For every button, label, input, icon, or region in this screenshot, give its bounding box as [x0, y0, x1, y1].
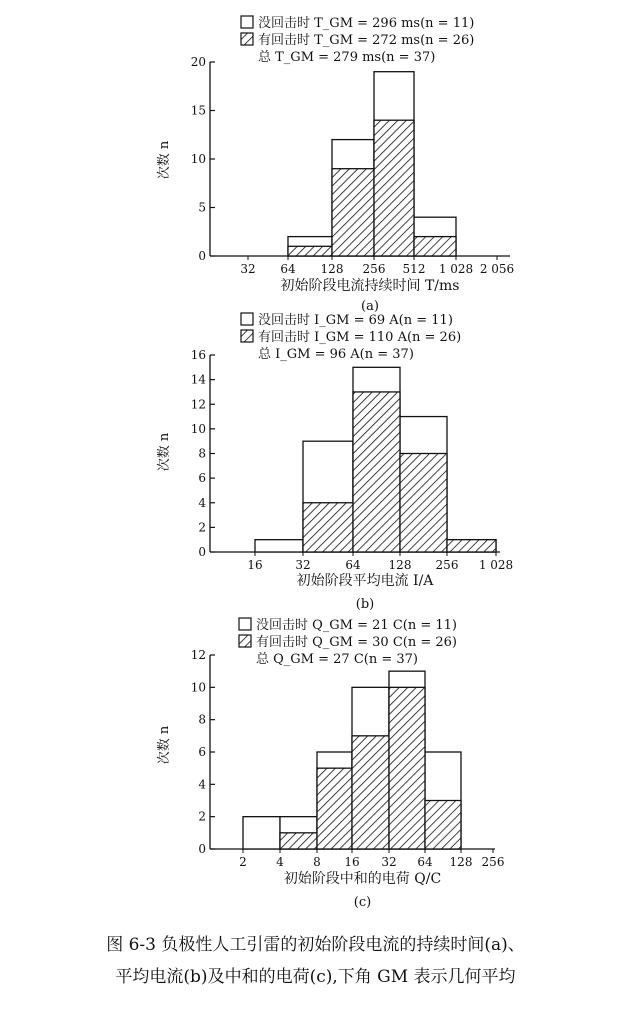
chart-a-x-tick-label-6: 2 056: [479, 262, 515, 276]
chart-b-bar-hatched-1: [303, 503, 353, 552]
chart-a-x-tick-label-0: 32: [240, 262, 256, 276]
chart-a-duration: [156, 15, 514, 314]
chart-c-x-tick-label-3: 16: [344, 855, 360, 869]
chart-c-y-tick-label-0: 0: [198, 842, 206, 856]
chart-b-bar-total-0: [255, 540, 303, 552]
chart-c-y-tick-label-5: 10: [190, 680, 206, 695]
chart-a-y-tick-label-1: 5: [198, 200, 206, 215]
chart-b-y-tick-label-7: 14: [190, 372, 206, 387]
chart-c-bar-total-0: [243, 817, 280, 849]
chart-b-x-tick-label-3: 128: [388, 558, 412, 572]
chart-b-y-tick-label-0: 0: [198, 545, 206, 559]
chart-a-x-tick-label-4: 512: [402, 262, 426, 276]
chart-c-x-tick-label-7: 256: [481, 855, 505, 869]
chart-c-x-tick-label-4: 32: [381, 855, 397, 869]
chart-c-legend-entry-1: 有回击时 Q_GM = 30 C(n = 26): [256, 635, 457, 650]
chart-c-charge: [156, 617, 504, 910]
chart-a-x-tick-label-2: 128: [320, 262, 344, 276]
chart-a-bar-hatched-2: [332, 169, 374, 256]
chart-a-legend-entry-1: 有回击时 T_GM = 272 ms(n = 26): [258, 33, 475, 48]
chart-a-x-axis-label: 初始阶段电流持续时间 T/ms: [280, 278, 460, 294]
chart-b-x-tick-label-4: 256: [435, 558, 459, 572]
chart-a-y-tick-label-2: 10: [190, 152, 206, 166]
chart-b-legend-box-open-icon: [241, 313, 253, 325]
chart-c-bar-hatched-5: [425, 801, 461, 850]
chart-c-x-tick-label-1: 4: [276, 855, 284, 869]
chart-a-y-axis-label: 次数 n: [157, 140, 172, 180]
chart-a-legend-entry-2: 总 T_GM = 279 ms(n = 37): [258, 50, 436, 65]
chart-a-legend-box-open-icon: [241, 16, 253, 28]
chart-a-legend-box-hatched-icon: [241, 33, 253, 45]
chart-a-x-tick-label-5: 1 028: [438, 262, 474, 276]
chart-c-y-tick-label-4: 8: [198, 712, 206, 727]
chart-c-bar-hatched-2: [317, 768, 352, 849]
chart-a-y-tick-label-3: 15: [190, 103, 206, 118]
chart-b-y-tick-label-8: 16: [190, 348, 206, 362]
chart-a-bar-hatched-3: [374, 120, 414, 256]
chart-a-legend-entry-0: 没回击时 T_GM = 296 ms(n = 11): [258, 16, 475, 31]
chart-b-y-axis-label: 次数 n: [157, 432, 172, 472]
chart-b-y-tick-label-1: 2: [198, 520, 206, 535]
chart-b-x-axis-label: 初始阶段平均电流 I/A: [296, 573, 434, 589]
chart-b-legend-entry-2: 总 I_GM = 96 A(n = 37): [258, 347, 414, 362]
chart-c-legend-box-open-icon: [239, 618, 251, 630]
chart-b-mean-current: [156, 312, 513, 612]
chart-a-bar-hatched-1: [288, 246, 332, 256]
chart-b-y-tick-label-4: 8: [198, 446, 206, 461]
chart-b-y-tick-label-3: 6: [198, 471, 206, 486]
chart-a-panel-label: (a): [361, 299, 379, 314]
chart-b-bar-hatched-3: [400, 454, 447, 553]
chart-c-x-tick-label-0: 2: [239, 855, 247, 869]
chart-b-y-tick-label-2: 4: [198, 495, 206, 510]
chart-c-bar-hatched-4: [389, 687, 425, 849]
chart-a-y-tick-label-0: 0: [198, 249, 206, 263]
chart-c-x-tick-label-6: 128: [449, 855, 473, 869]
figure-caption-line1: 图 6-3 负极性人工引雷的初始阶段电流的持续时间(a)、: [106, 935, 525, 955]
chart-a-x-tick-label-3: 256: [362, 262, 386, 276]
chart-b-x-tick-label-5: 1 028: [478, 558, 514, 572]
chart-b-panel-label: (b): [355, 597, 375, 612]
chart-c-legend-entry-0: 没回击时 Q_GM = 21 C(n = 11): [256, 618, 457, 633]
chart-a-x-tick-label-1: 64: [280, 262, 296, 276]
chart-b-x-tick-label-1: 32: [295, 558, 311, 572]
chart-b-legend-box-hatched-icon: [241, 330, 253, 342]
chart-c-y-tick-label-1: 2: [198, 809, 206, 824]
chart-b-x-tick-label-2: 64: [345, 558, 361, 572]
chart-b-bar-hatched-2: [353, 392, 400, 552]
chart-b-y-tick-label-5: 10: [190, 421, 206, 436]
chart-c-y-tick-label-2: 4: [198, 777, 206, 792]
chart-c-y-tick-label-3: 6: [198, 745, 206, 759]
chart-c-bar-hatched-1: [280, 833, 317, 849]
chart-c-y-axis-label: 次数 n: [157, 725, 172, 765]
chart-c-y-tick-label-6: 12: [190, 648, 206, 662]
chart-c-bar-hatched-3: [352, 736, 389, 849]
chart-b-legend-entry-0: 没回击时 I_GM = 69 A(n = 11): [258, 313, 453, 328]
chart-c-x-tick-label-2: 8: [313, 855, 321, 869]
chart-a-y-tick-label-4: 20: [190, 55, 206, 69]
chart-b-bar-hatched-4: [447, 540, 496, 552]
chart-b-x-tick-label-0: 16: [247, 558, 263, 572]
chart-b-legend-entry-1: 有回击时 I_GM = 110 A(n = 26): [258, 330, 462, 345]
figure-caption-line2: 平均电流(b)及中和的电荷(c),下角 GM 表示几何平均: [115, 967, 516, 987]
chart-b-y-tick-label-6: 12: [190, 397, 206, 412]
chart-c-legend-entry-2: 总 Q_GM = 27 C(n = 37): [256, 652, 418, 667]
chart-c-panel-label: (c): [353, 895, 372, 910]
chart-c-legend-box-hatched-icon: [239, 635, 251, 647]
chart-c-x-axis-label: 初始阶段中和的电荷 Q/C: [283, 871, 442, 887]
chart-c-x-tick-label-5: 64: [417, 855, 433, 869]
chart-a-bar-hatched-4: [414, 237, 456, 256]
